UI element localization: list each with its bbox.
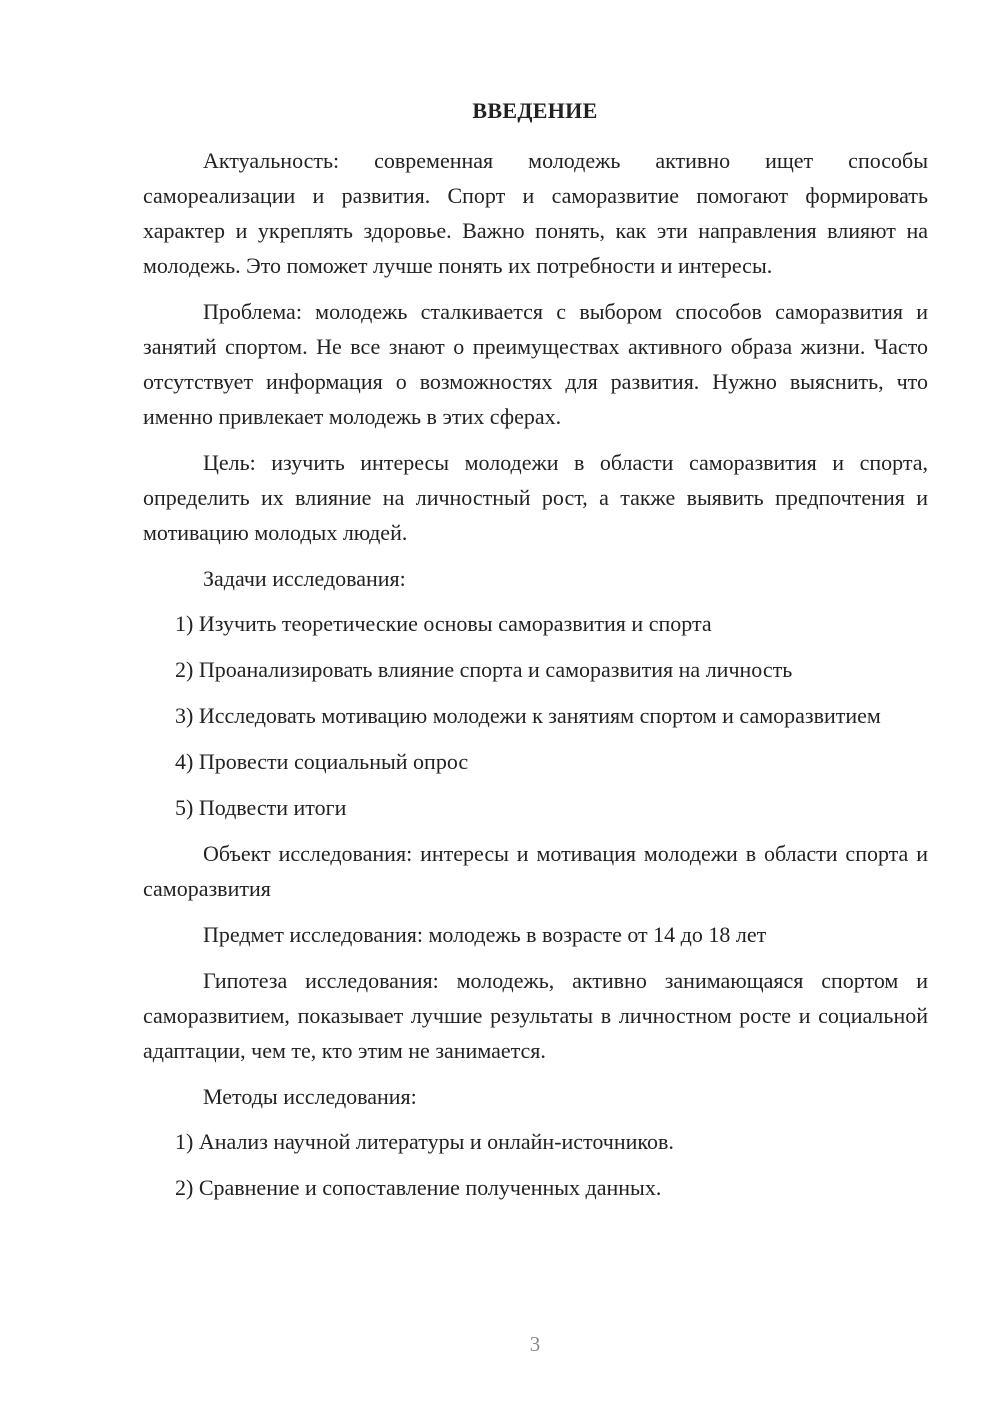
task-item: 4) Провести социальный опрос [175, 749, 469, 774]
object-paragraph: Объект исследования: интересы и мотивация молодежи в области спорта и саморазвития [143, 841, 928, 901]
relevance-paragraph: Актуальность: современная молодежь активно ищет способы самореализации и развития. Спорт и саморазвитие помогают формировать характер и укреплять здоровье. Важно понять, как эти направления влияют на молодежь. Это поможет лучше понять их потребности и интересы. [143, 148, 928, 278]
document-body [143, 143, 928, 1205]
task-item: 5) Подвести итоги [175, 795, 347, 820]
hypothesis-paragraph: Гипотеза исследования: молодежь, активно занимающаяся спортом и саморазвитием, показывает лучшие результаты в личностном росте и социальной адаптации, чем те, кто этим не занимается. [143, 968, 928, 1063]
goal-paragraph: Цель: изучить интересы молодежи в области саморазвития и спорта, определить их влияние на личностный рост, а также выявить предпочтения и мотивацию молодых людей. [143, 450, 928, 545]
methods-title: Методы исследования: [203, 1084, 417, 1109]
section-heading: ВВЕДЕНИЕ [472, 98, 598, 123]
method-item: 2) Сравнение и сопоставление полученных данных. [175, 1175, 662, 1200]
task-item: 2) Проанализировать влияние спорта и саморазвития на личность [175, 657, 793, 682]
task-item: 1) Изучить теоретические основы саморазвития и спорта [175, 611, 712, 636]
problem-paragraph: Проблема: молодежь сталкивается с выбором способов саморазвития и занятий спортом. Не все знают о преимуществах активного образа жизни. Часто отсутствует информация о возможностях для развития. Нужно выяснить, что именно привлекает молодежь в этих сферах. [143, 299, 928, 429]
tasks-title: Задачи исследования: [203, 566, 406, 591]
page-number: 3 [529, 1332, 541, 1356]
method-item: 1) Анализ научной литературы и онлайн-источников. [175, 1129, 674, 1154]
subject-paragraph: Предмет исследования: молодежь в возрасте от 14 до 18 лет [203, 922, 767, 947]
task-item: 3) Исследовать мотивацию молодежи к занятиям спортом и саморазвитием [175, 703, 881, 728]
